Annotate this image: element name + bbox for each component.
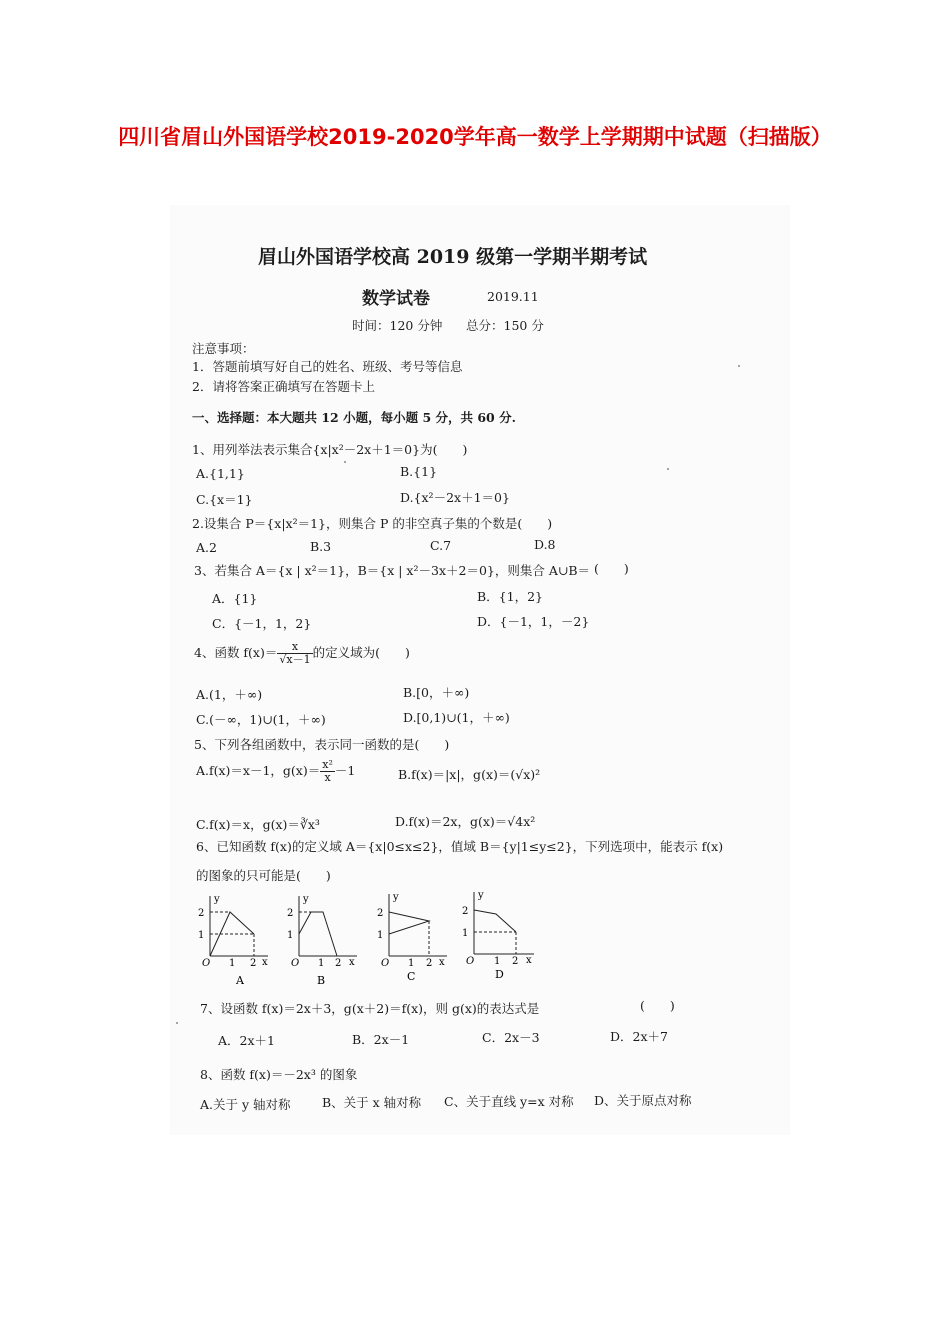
q4-option-c: C.(－∞，1)∪(1，＋∞)	[196, 712, 326, 727]
q8-option-a: A.关于 y 轴对称	[200, 1097, 291, 1112]
exam-school-line: 眉山外国语学校高 2019 级第一学期半期考试	[258, 246, 648, 268]
document-title: 四川省眉山外国语学校2019-2020学年高一数学上学期期中试题（扫描版）	[118, 125, 832, 149]
q2-option-c: C.7	[430, 538, 452, 553]
exam-time: 时间：120 分钟	[352, 318, 443, 333]
graph-c-origin: O	[381, 958, 390, 969]
q5-fraction	[320, 759, 335, 784]
q3-option-b: B．{1，2}	[477, 589, 543, 604]
q5-denominator: x	[324, 771, 331, 784]
q5-option-a-pre: A.f(x)＝x－1，g(x)＝	[196, 763, 321, 778]
graph-a-y1: 1	[198, 930, 205, 941]
q5-option-d: D.f(x)＝2x，g(x)＝√4x²	[395, 814, 536, 829]
graph-b	[285, 890, 365, 990]
question-7-stem: 7、设函数 f(x)＝2x＋3，g(x＋2)＝f(x)，则 g(x)的表达式是	[200, 1001, 540, 1016]
graph-c-x2: 2	[426, 958, 433, 969]
scan-speck	[667, 468, 669, 470]
q8-option-d: D、关于原点对称	[594, 1093, 692, 1108]
q4-stem-pre: 4、函数 f(x)＝	[194, 645, 278, 660]
note-item: 2．请将答案正确填写在答题卡上	[192, 379, 375, 394]
exam-date: 2019.11	[487, 289, 539, 304]
graph-a	[196, 890, 276, 990]
graph-d-ylabel: y	[478, 890, 484, 901]
scan-speck	[738, 365, 740, 367]
scanned-exam-page	[170, 205, 790, 1135]
q5-option-a-post: －1	[334, 763, 356, 778]
graph-a-label: A	[236, 974, 244, 987]
q4-fraction	[277, 641, 312, 666]
q5-option-b: B.f(x)＝|x|，g(x)＝(√x)²	[398, 767, 541, 782]
scan-speck	[176, 1022, 178, 1024]
graph-b-xlabel: x	[349, 957, 355, 968]
graph-d	[460, 886, 540, 986]
graph-a-ylabel: y	[214, 894, 220, 905]
q2-option-d: D.8	[534, 537, 556, 552]
q7-answer-paren: ( )	[640, 998, 675, 1013]
q2-option-b: B.3	[310, 539, 332, 554]
q8-option-c: C、关于直线 y=x 对称	[444, 1094, 574, 1109]
question-6-stem: 6、已知函数 f(x)的定义域 A＝{x|0≤x≤2}，值域 B＝{y|1≤y≤2}，下列选项中，能表示 f(x)	[196, 839, 724, 854]
graph-d-y1: 1	[462, 928, 469, 939]
graph-d-label: D	[495, 968, 504, 981]
q3-answer-paren: ( )	[594, 561, 629, 576]
q5-option-a	[196, 759, 355, 784]
q7-option-a: A．2x＋1	[218, 1033, 275, 1048]
graph-c-y2: 2	[377, 908, 384, 919]
graph-c-label: C	[407, 970, 416, 983]
q3-option-c: C．{－1，1，2}	[212, 616, 312, 631]
graph-b-label: B	[317, 974, 326, 987]
q4-denominator: √x－1	[279, 653, 311, 666]
q7-option-c: C．2x－3	[482, 1030, 540, 1045]
q1-option-d: D.{x²－2x＋1＝0}	[400, 490, 510, 505]
graph-a-xlabel: x	[262, 957, 268, 968]
graph-c-x1: 1	[408, 958, 415, 969]
q1-option-b: B.{1}	[400, 464, 438, 479]
question-3-stem: 3、若集合 A＝{x | x²＝1}，B＝{x | x²－3x＋2＝0}，则集合 A∪B＝	[194, 563, 591, 578]
q4-option-d: D.[0,1)∪(1，＋∞)	[403, 710, 510, 725]
q4-numerator: x	[277, 641, 312, 654]
q5-numerator: x²	[322, 758, 333, 771]
question-8-stem: 8、函数 f(x)＝－2x³ 的图象	[200, 1067, 358, 1082]
q4-stem-post: 的定义域为( )	[312, 645, 410, 660]
q4-option-a: A.(1，＋∞)	[196, 687, 263, 702]
graph-c-y1: 1	[377, 930, 384, 941]
scan-speck	[344, 461, 346, 463]
q3-option-d: D．{－1，1，－2}	[477, 614, 590, 629]
graph-a-x2: 2	[250, 958, 257, 969]
q1-option-a: A.{1,1}	[196, 466, 245, 481]
graph-b-origin: O	[291, 958, 300, 969]
graph-a-origin: O	[202, 958, 211, 969]
graph-c	[375, 888, 455, 988]
graph-d-x2: 2	[512, 956, 519, 967]
graph-b-ylabel: y	[303, 894, 309, 905]
section-heading: 一、选择题：本大题共 12 小题，每小题 5 分，共 60 分.	[192, 410, 516, 425]
question-6-stem-cont: 的图象的只可能是( )	[196, 868, 331, 883]
q1-option-c: C.{x＝1}	[196, 492, 253, 507]
graph-d-origin: O	[466, 956, 475, 967]
question-5-stem: 5、下列各组函数中，表示同一函数的是( )	[194, 737, 450, 752]
graph-b-x2: 2	[335, 958, 342, 969]
note-item: 1．答题前填写好自己的姓名、班级、考号等信息	[192, 359, 463, 374]
graph-d-xlabel: x	[526, 955, 532, 966]
q7-option-b: B．2x－1	[352, 1032, 410, 1047]
q4-option-b: B.[0，＋∞)	[403, 685, 470, 700]
question-2-stem: 2.设集合 P＝{x|x²＝1}，则集合 P 的非空真子集的个数是( )	[192, 516, 553, 531]
graph-c-ylabel: y	[393, 892, 399, 903]
q7-option-d: D．2x＋7	[610, 1029, 668, 1044]
graph-b-x1: 1	[318, 958, 325, 969]
graph-a-x1: 1	[229, 958, 236, 969]
graph-b-y2: 2	[287, 908, 294, 919]
q2-option-a: A.2	[196, 540, 217, 555]
q3-option-a: A．{1}	[212, 591, 258, 606]
graph-b-y1: 1	[287, 930, 294, 941]
exam-total-score: 总分：150 分	[466, 318, 544, 333]
q8-option-b: B、关于 x 轴对称	[322, 1095, 422, 1110]
graph-c-xlabel: x	[439, 957, 445, 968]
exam-subject: 数学试卷	[362, 289, 430, 309]
q5-option-c: C.f(x)＝x，g(x)＝∛x³	[196, 817, 320, 832]
graph-d-y2: 2	[462, 906, 469, 917]
question-1-stem: 1、用列举法表示集合{x|x²－2x＋1＝0}为( )	[192, 442, 468, 457]
question-4-stem	[194, 641, 410, 666]
graph-a-y2: 2	[198, 908, 205, 919]
graph-d-x1: 1	[494, 956, 501, 967]
notes-header: 注意事项：	[192, 341, 255, 356]
